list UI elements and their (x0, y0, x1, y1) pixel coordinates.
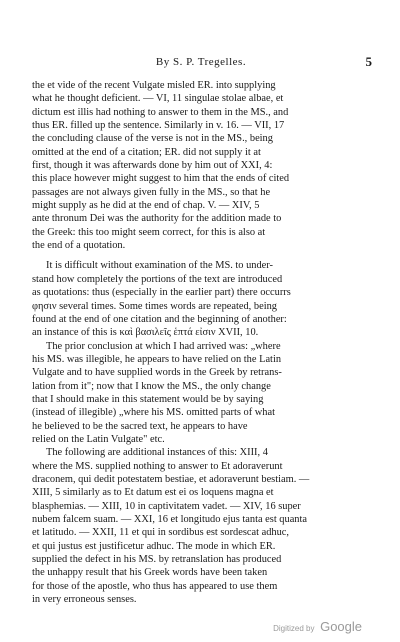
paragraph-2 (32, 259, 370, 339)
text-line: where the MS. supplied nothing to answer to Et adoraverunt (32, 460, 283, 472)
paragraph-1 (32, 79, 370, 252)
text-line: the et vide of the recent Vulgate misled ER. into supplying (32, 80, 276, 91)
text-line: he believed to be the sacred text, he appears to have (32, 420, 248, 432)
paragraph-4 (32, 446, 370, 606)
google-logo-text: Google (320, 619, 362, 634)
paragraph-gap (32, 252, 370, 259)
text-line: thus ER. filled up the sentence. Similarly in v. 16. — VII, 17 (32, 120, 285, 132)
text-line: It is difficult without examination of the MS. to under- (46, 260, 274, 272)
text-line: dictum est illis had nothing to answer to them in the MS., and (32, 106, 289, 118)
text-line: blasphemias. — XIII, 10 in captivitatem vadet. — XIV, 16 super (32, 500, 301, 512)
text-line: might supply as he did at the end of chap. V. — XIV, 5 (32, 200, 260, 212)
text-line: in very erroneous senses. (32, 594, 137, 606)
text-line: that I should make in this statement would be by saying (32, 393, 264, 405)
text-line: Vulgate and to have supplied words in the Greek by retrans- (32, 367, 282, 379)
text-line: XIII, 5 similarly as to Et datum est ei os loquens magna et (32, 487, 274, 499)
running-title: By S. P. Tregelles. (155, 56, 247, 68)
text-line: et qui justus est justificetur adhuc. The mode in which ER. (32, 540, 276, 552)
text-line: the concluding clause of the verse is not in the MS., being (32, 133, 273, 145)
text-line: The prior conclusion at which I had arrived was: „where (46, 340, 281, 352)
text-line: et latitudo. — XXII, 11 et qui in sordibus est sordescat adhuc, (32, 527, 290, 539)
text-line: the Greek: this too might seem correct, for this is also at (32, 226, 266, 238)
text-line: for those of the apostle, who thus has appeared to use them (32, 580, 278, 592)
text-line: his MS. was illegible, he appears to have relied on the Latin (32, 353, 282, 365)
text-line: relied on the Latin Vulgate" etc. (32, 433, 165, 445)
body-text (32, 79, 370, 606)
text-line: ante thronum Dei was the authority for the addition made to (32, 213, 282, 225)
text-line: an instance of this is καὶ βασιλεῖς ἑπτά εἰσιν XVII, 10. (32, 327, 259, 339)
text-line: the end of a quotation. (32, 240, 126, 252)
text-line: φησιν several times. Some times words are repeated, being (32, 300, 277, 312)
text-line: (instead of illegible) „where his MS. omitted parts of what (32, 407, 275, 419)
text-line: stand how completely the portions of the text are introduced (32, 273, 283, 285)
paragraph-3 (32, 340, 370, 447)
page-number: 5 (365, 54, 372, 69)
text-line: supplied the defect in his MS. by retranslation has produced (32, 554, 282, 566)
text-line: as quotations: thus (especially in the earlier part) there occurrs (32, 287, 291, 299)
text-line: what he thought deficient. — VI, 11 singulae stolae albae, et (32, 93, 284, 105)
text-line: passages are not always given fully in the MS., so that he (32, 186, 271, 198)
text-line: draconem, qui dedit potestatem bestiae, et adoraverunt bestiam. — (32, 473, 310, 485)
text-line: found at the end of one citation and the beginning of another: (32, 313, 287, 325)
text-line: lation from it"; now that I know the MS., the only change (32, 380, 271, 392)
running-head (30, 56, 372, 70)
digitized-by-label: Digitized by (273, 624, 315, 633)
digitized-by-google-watermark (273, 619, 362, 634)
text-line: The following are additional instances of this: XIII, 4 (46, 447, 268, 459)
text-line: the unhappy result that his Greek words have been taken (32, 567, 268, 579)
text-line: omitted at the end of a citation; ER. did not supply it at (32, 146, 261, 158)
text-line: this place however might suggest to him that the ends of cited (32, 173, 290, 185)
text-line: first, though it was afterwards done by him out of XXI, 4: (32, 160, 273, 172)
text-line: nubem falcem suam. — XXI, 16 et longitudo ejus tanta est quanta (32, 514, 307, 525)
